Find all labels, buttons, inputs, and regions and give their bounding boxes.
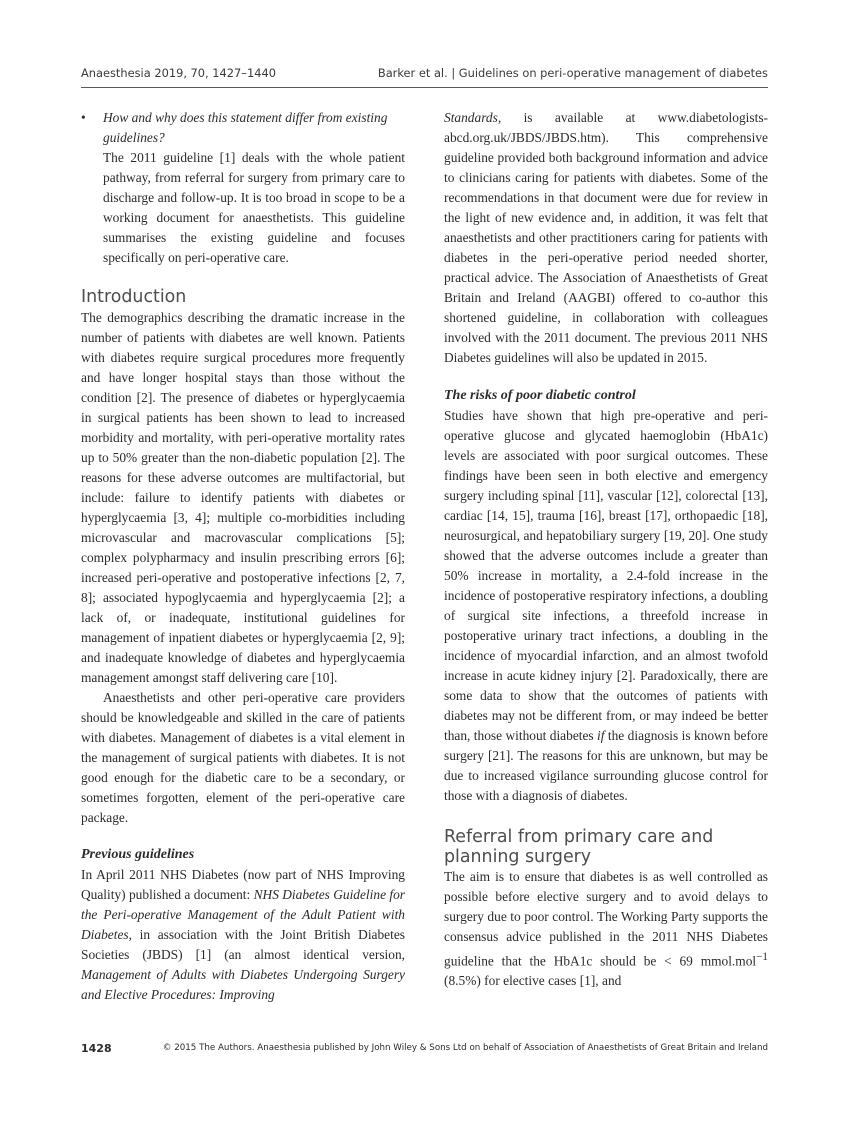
header-rule	[81, 87, 768, 88]
bullet-question: How and why does this statement differ from existing guidelines?	[103, 110, 388, 145]
document-title-jbds: Management of Adults with Diabetes Undergoing Surgery and Elective Procedures: Improving	[81, 967, 405, 1002]
risks-paragraph	[444, 406, 768, 806]
risks-text-start: Studies have shown that high pre-operative and peri-operative glucose and glycated haemoglobin (HbA1c) levels are associated with poor surgical outcomes. These findings have been seen in both elective and emergency surgery including spinal [11], vascular [12], colorectal [13], cardiac [14, 15], trauma [16], breast [17], orthopaedic [18], neurosurgical, and hepatobiliary surgery [19, 20]. One study showed that the adverse outcomes include a greater than 50% increase in mortality, a 2.4-fold increase in the incidence of postoperative respiratory infections, a doubling of surgical site infections, a threefold increase in postoperative urinary tract infections, a doubling in the incidence of myocardial infarction, and an almost twofold increase in acute kidney injury [2]. Paradoxically, there are some data to show that the outcomes of patients with diabetes may not be different from, or may indeed be better than, those without diabetes	[444, 408, 768, 743]
bullet-answer: The 2011 guideline [1] deals with the whole patient pathway, from referral for surgery from primary care to discharge and follow-up. It is too broad in scope to be a working document for anaesthetists. This guideline summarises the existing guideline and focuses specifically on peri-operative care.	[103, 150, 405, 265]
previous-text-mid: , in association with the Joint British Diabetes Societies (JBDS) [1] (an almost identical version,	[81, 927, 405, 962]
previous-guidelines-heading: Previous guidelines	[81, 847, 195, 862]
risks-text-end: the diagnosis is known before surgery [21]. The reasons for this are unknown, but may be due to increased vigilance surrounding glucose control for those with a diagnosis of diabetes.	[444, 728, 768, 803]
copyright-notice: © 2015 The Authors. Anaesthesia published by John Wiley & Sons Ltd on behalf of Association of Anaesthetists of Great Britain and Ireland	[162, 1043, 768, 1053]
introduction-heading: Introduction	[81, 287, 187, 307]
previous-text-start: In April 2011 NHS Diabetes (now part of NHS Improving Quality) published a document:	[81, 867, 405, 902]
referral-text-end: (8.5%) for elective cases [1], and	[444, 973, 622, 989]
spacer	[444, 368, 768, 386]
left-column	[81, 108, 405, 1005]
article-short-title: Barker et al. | Guidelines on peri-operative management of diabetes	[377, 66, 768, 80]
unit-superscript: −1	[756, 951, 768, 963]
risks-emphasis: if	[597, 728, 605, 743]
continued-text: , is available at www.diabetologists-abcd.org.uk/JBDS/JBDS.htm). This comprehensive guideline provided both background information and advice to clinicians caring for patients with diabetes. Some of the recommendations in that document were due for review in the light of new evidence and, in addition, it was felt that anaesthetists and other practitioners caring for patients with diabetes in the peri-operative period needed shorter, practical advice. The Association of Anaesthetists of Great Britain and Ireland (AAGBI) offered to co-author this shortened guideline, in collaboration with colleagues involved with the 2011 document. The previous 2011 NHS Diabetes guidelines will also be updated in 2015.	[444, 110, 768, 365]
document-title-end: Standards	[444, 110, 498, 125]
bullet-item	[81, 108, 405, 268]
page-footer	[81, 1042, 768, 1060]
previous-guidelines-paragraph	[81, 865, 405, 1005]
continued-paragraph	[444, 108, 768, 368]
spacer	[444, 806, 768, 825]
document-title-nhs: NHS Diabetes Guideline for the Peri-operative Management of the Adult Patient with Diabetes	[81, 887, 405, 942]
referral-heading	[444, 825, 768, 867]
risks-heading: The risks of poor diabetic control	[444, 388, 636, 403]
page-number: 1428	[81, 1042, 112, 1055]
referral-heading-line-2: planning surgery	[444, 847, 592, 867]
referral-heading-line-1: Referral from primary care and	[444, 827, 714, 847]
referral-text-start: The aim is to ensure that diabetes is as well controlled as possible before elective surgery and to avoid delays to surgery due to poor control. The Working Party supports the consensus advice published in the 2011 NHS Diabetes guideline that the HbA1c should be < 69 mmol.mol	[444, 869, 768, 969]
running-header	[81, 66, 768, 84]
referral-paragraph	[444, 867, 768, 991]
journal-citation: Anaesthesia 2019, 70, 1427–1440	[81, 66, 276, 80]
spacer	[81, 828, 405, 845]
bullet-icon: •	[81, 110, 86, 125]
introduction-paragraph-1: The demographics describing the dramatic increase in the number of patients with diabetes are well known. Patients with diabetes require surgical procedures more frequently and have longer hospital stays than those without the condition [2]. The presence of diabetes or hyperglycaemia in surgical patients has been shown to lead to increased morbidity and mortality, with peri-operative mortality rates up to 50% greater than the non-diabetic population [2]. The reasons for these adverse outcomes are multifactorial, but include: failure to identify patients with diabetes or hyperglycaemia [3, 4]; multiple co-morbidities including microvascular and macrovascular complications [5]; complex polypharmacy and insulin prescribing errors [6]; increased peri-operative and postoperative infections [2, 7, 8]; associated hypoglycaemia and hyperglycaemia [2]; a lack of, or inadequate, institutional guidelines for management of inpatient diabetes or hyperglycaemia [2, 9]; and inadequate knowledge of diabetes and hyperglycaemia management amongst staff delivering care [10].	[81, 310, 405, 685]
introduction-paragraph-2: Anaesthetists and other peri-operative care providers should be knowledgeable and skilled in the care of patients with diabetes. Management of diabetes is a vital element in the management of surgical patients with diabetes. It is not good enough for the diabetic care to be a secondary, or sometimes forgotten, element of the peri-operative care package.	[81, 690, 405, 825]
right-column	[444, 108, 768, 991]
